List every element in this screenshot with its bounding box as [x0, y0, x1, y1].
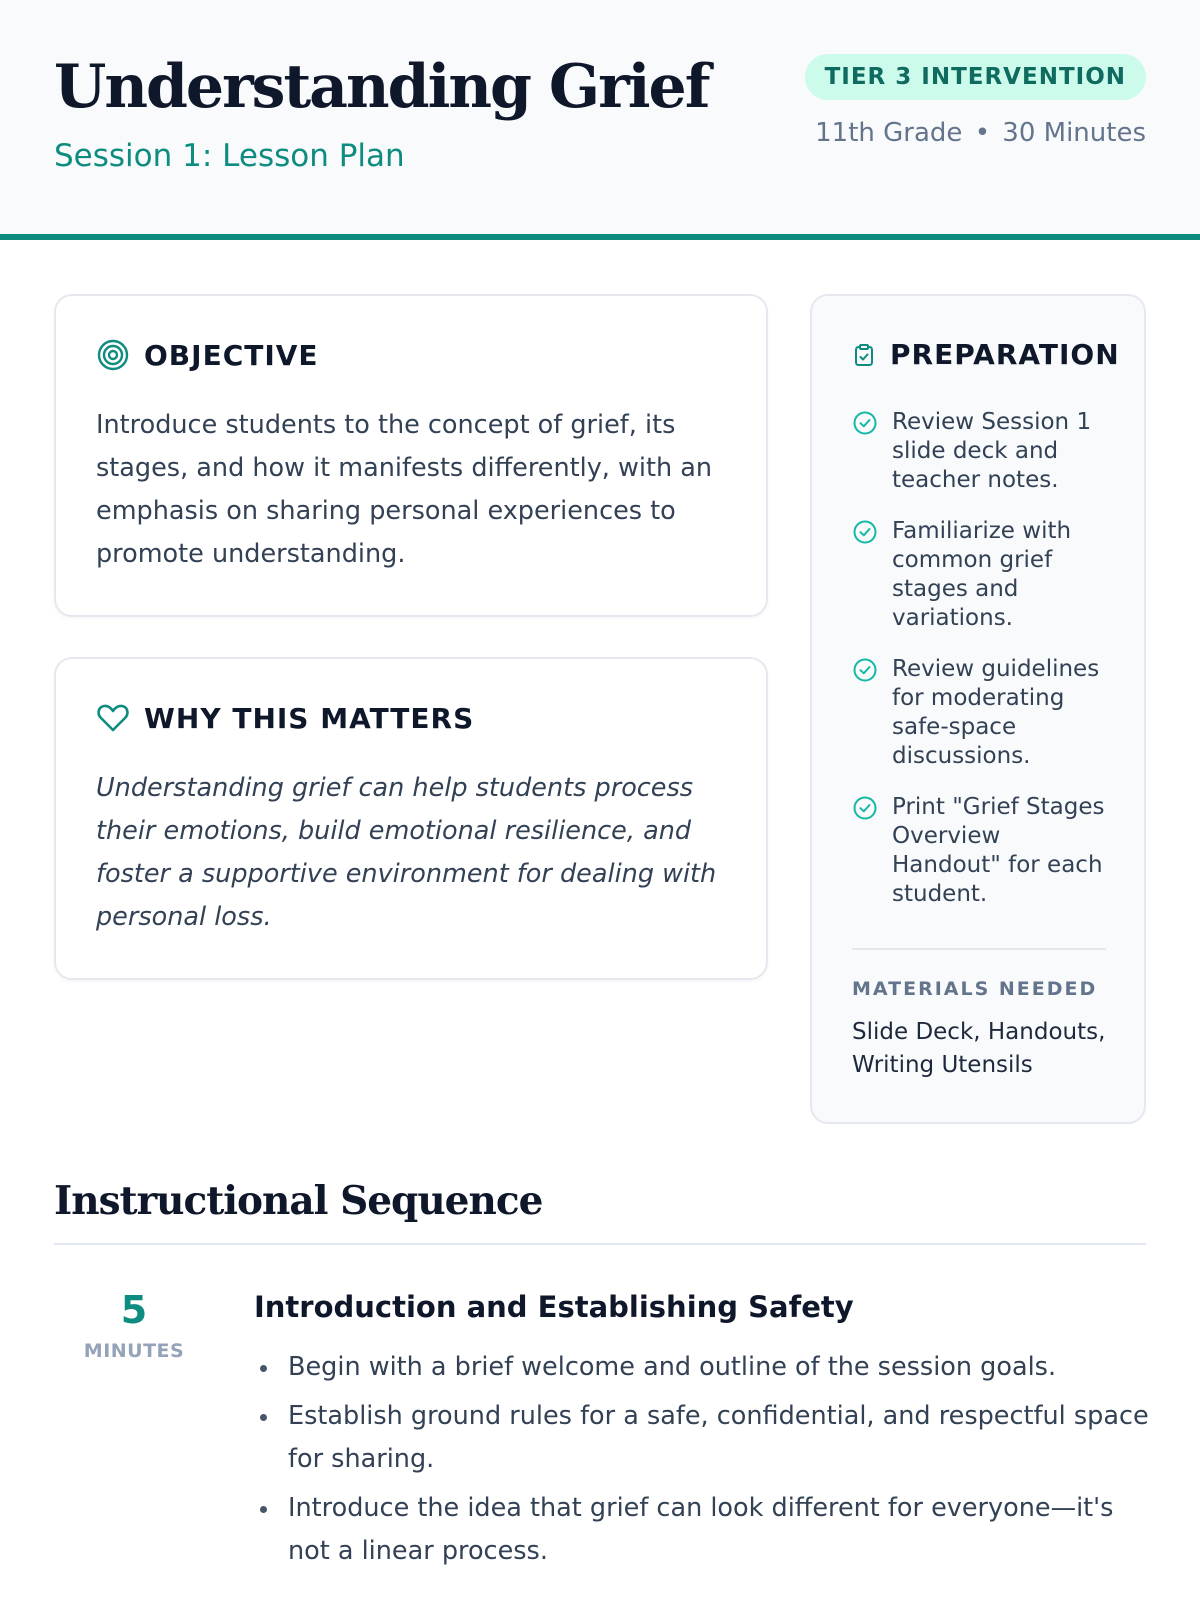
- why-title: WHY THIS MATTERS: [144, 701, 475, 735]
- session-duration: 30 Minutes: [1002, 118, 1146, 148]
- target-icon: [96, 338, 130, 372]
- list-item: [852, 793, 1112, 909]
- list-item: [852, 408, 1112, 495]
- list-item: Introduce the idea that grief can look different for everyone—it's not a linear process.: [254, 1487, 1154, 1573]
- step-title: Introduction and Establishing Safety: [254, 1290, 854, 1324]
- why-card: [54, 657, 768, 980]
- tier-badge: TIER 3 INTERVENTION: [805, 54, 1146, 100]
- objective-card: [54, 294, 768, 617]
- step-bullet-list: [254, 1346, 1154, 1579]
- check-circle-icon: [852, 795, 878, 821]
- list-item: [852, 517, 1112, 633]
- list-item: Establish ground rules for a safe, confidential, and respectful space for sharing.: [254, 1395, 1154, 1481]
- step-minutes: 5: [120, 1288, 148, 1332]
- objective-header: [96, 338, 319, 372]
- preparation-item-text: Familiarize with common grief stages and variations.: [892, 518, 1072, 631]
- section-title: Instructional Sequence: [54, 1178, 543, 1224]
- preparation-list: [852, 408, 1112, 931]
- session-meta: [815, 118, 1146, 148]
- preparation-title: PREPARATION: [890, 338, 1120, 371]
- preparation-header: [852, 338, 1120, 371]
- preparation-item-text: Print "Grief Stages Overview Handout" for each student.: [892, 794, 1105, 907]
- preparation-panel: [810, 294, 1146, 1124]
- clipboard-check-icon: [852, 343, 876, 367]
- list-item: Begin with a brief welcome and outline of the session goals.: [254, 1346, 1154, 1389]
- page-title: Understanding Grief: [54, 52, 709, 122]
- divider: [852, 948, 1106, 950]
- step-minutes-unit: MINUTES: [83, 1340, 185, 1362]
- divider: [54, 1243, 1146, 1245]
- page-subtitle: Session 1: Lesson Plan: [54, 138, 405, 174]
- list-item: [852, 655, 1112, 771]
- preparation-item-text: Review Session 1 slide deck and teacher notes.: [892, 409, 1092, 493]
- check-circle-icon: [852, 519, 878, 545]
- meta-separator: •: [974, 118, 991, 148]
- objective-text: Introduce students to the concept of grief, its stages, and how it manifests differently, with an emphasis on sharing personal experiences to promote understanding.: [96, 410, 713, 569]
- check-circle-icon: [852, 410, 878, 436]
- objective-title: OBJECTIVE: [144, 338, 319, 372]
- page-header: [0, 0, 1200, 240]
- grade-level: 11th Grade: [815, 118, 963, 148]
- heart-icon: [96, 701, 130, 735]
- check-circle-icon: [852, 657, 878, 683]
- materials-label: MATERIALS NEEDED: [852, 978, 1098, 1000]
- preparation-item-text: Review guidelines for moderating safe-space discussions.: [892, 656, 1100, 769]
- why-text: Understanding grief can help students process their emotions, build emotional resilience, and foster a supportive environment for dealing with personal loss.: [96, 773, 717, 932]
- materials-text: Slide Deck, Handouts, Writing Utensils: [852, 1019, 1106, 1078]
- why-header: [96, 701, 474, 735]
